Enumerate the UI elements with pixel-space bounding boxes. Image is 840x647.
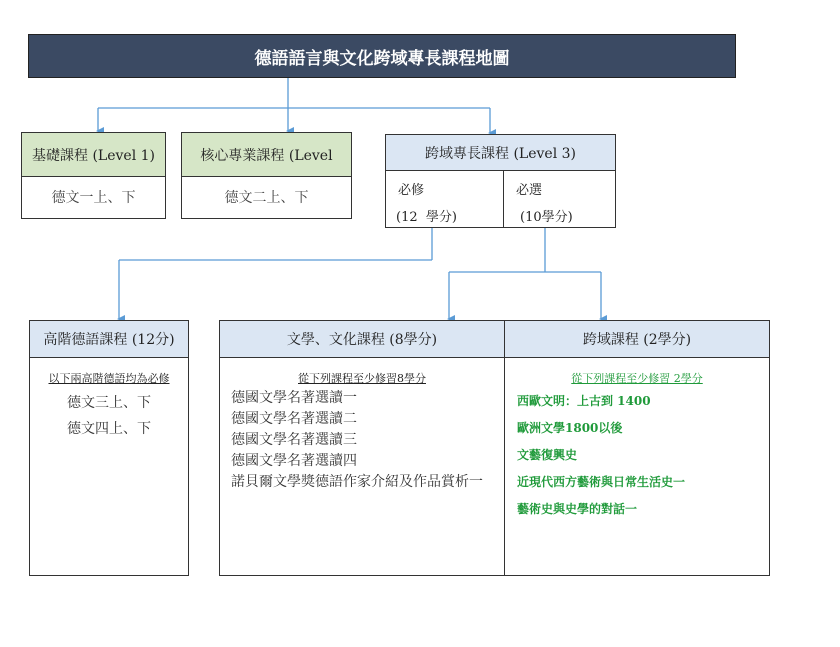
core-course-box [181, 132, 352, 219]
cross-domain-course-box [504, 320, 770, 576]
basic-course-box [21, 132, 166, 219]
list-item: 西歐文明：上古到 1400 [517, 394, 651, 408]
advanced-german-note: 以下兩高階德語均為必修 [48, 372, 170, 385]
required-label: 必修 [398, 183, 425, 198]
list-item: 德文四上、下 [67, 421, 151, 437]
list-item: 德國文學名著選讀二 [231, 411, 357, 427]
cross-domain-course-note: 從下列課程至少修習 2學分 [571, 372, 703, 385]
list-item: 歐洲文學1800以後 [517, 421, 623, 435]
basic-course-header: 基礎課程 (Level 1) [22, 133, 165, 177]
list-item: 文藝復興史 [517, 448, 578, 462]
advanced-german-header: 高階德語課程 (12分) [30, 321, 188, 358]
diagram-title: 德語語言與文化跨域專長課程地圖 [28, 34, 736, 78]
basic-course-body: 德文一上、下 [51, 190, 136, 206]
literature-culture-note: 從下列課程至少修習8學分 [298, 372, 426, 385]
required-credits: (12 學分) [396, 210, 457, 225]
literature-culture-box [219, 320, 505, 576]
advanced-german-box [29, 320, 189, 576]
core-course-header: 核心專業課程 (Level [182, 133, 351, 177]
cross-domain-level3-header: 跨域專長課程 (Level 3) [386, 135, 615, 171]
list-item: 德國文學名著選讀一 [231, 390, 357, 406]
list-item: 德文三上、下 [67, 395, 151, 411]
list-item: 近現代西方藝術與日常生活史一 [517, 475, 686, 489]
core-course-body: 德文二上、下 [224, 190, 309, 206]
cross-domain-level3-box [385, 134, 616, 228]
literature-culture-header: 文學、文化課程 (8學分) [220, 321, 504, 358]
elective-credits: (10學分) [520, 210, 573, 225]
level3-divider [503, 170, 504, 228]
elective-label: 必選 [516, 183, 543, 198]
cross-domain-course-header: 跨域課程 (2學分) [505, 321, 769, 358]
list-item: 德國文學名著選讀三 [231, 432, 357, 448]
list-item: 諾貝爾文學獎德語作家介紹及作品賞析一 [231, 474, 483, 490]
list-item: 德國文學名著選讀四 [231, 453, 357, 469]
list-item: 藝術史與史學的對話一 [517, 502, 638, 516]
